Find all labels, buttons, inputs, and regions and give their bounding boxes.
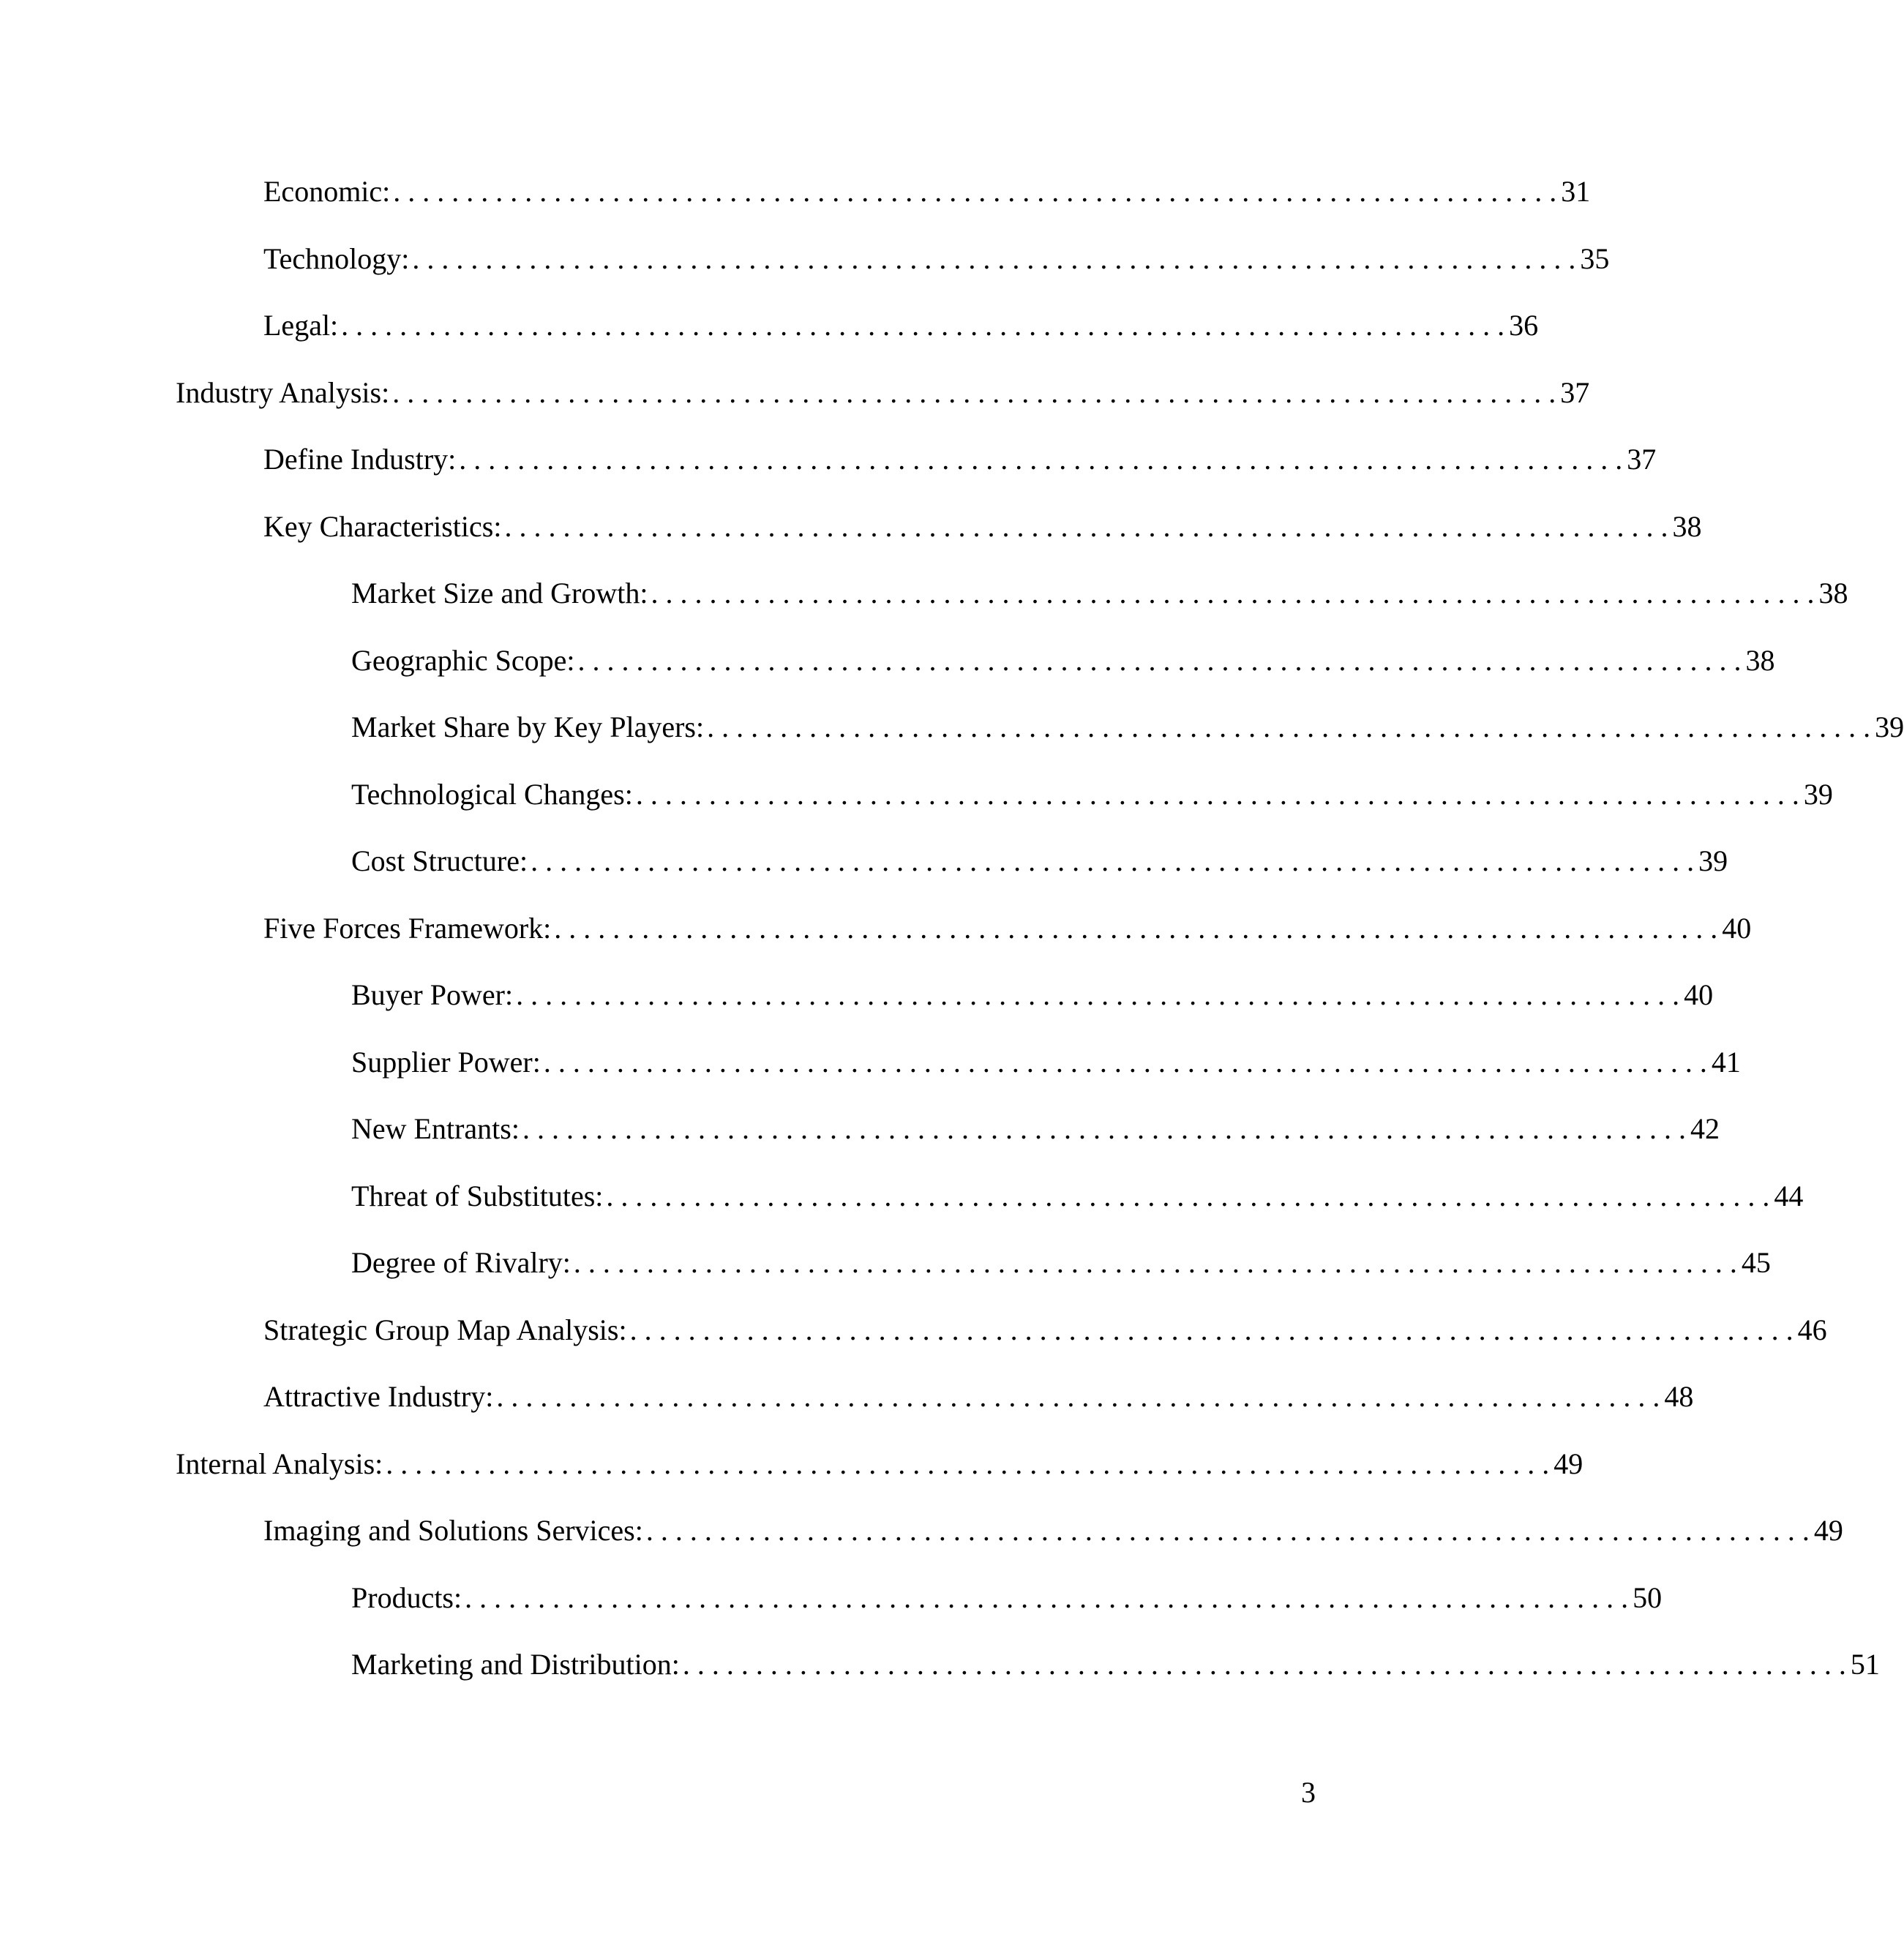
toc-entry-label: Buyer Power:	[351, 973, 516, 1017]
toc-entry-label: Market Size and Growth:	[351, 571, 651, 615]
toc-entry-label: Degree of Rivalry:	[351, 1241, 574, 1285]
toc-entry-page-number: 48	[1660, 1375, 1693, 1419]
toc-entry[interactable]	[351, 1107, 1720, 1151]
toc-entry[interactable]	[263, 304, 1539, 348]
toc-entry-page-number: 38	[1741, 639, 1774, 683]
toc-entry-label: Industry Analysis:	[176, 371, 392, 415]
toc-entry[interactable]	[263, 237, 1610, 281]
toc-entry-label: Cost Structure:	[351, 839, 531, 883]
toc-entry-label: Attractive Industry:	[263, 1375, 496, 1419]
toc-entry-page-number: 38	[1814, 571, 1848, 615]
toc-leader-dots: . . . . . . . . . . . . . . . . . . . . . . . . . . . . . . . . . . . . . . . . . . . . . . . . . . . . . . . . . . . . . . . . . . . . . . . . . . . . . . . .	[707, 710, 1871, 743]
toc-leader-dots: . . . . . . . . . . . . . . . . . . . . . . . . . . . . . . . . . . . . . . . . . . . . . . . . . . . . . . . . . . . . . . . . . . . . . . . . . . . . . . . .	[629, 1313, 1794, 1346]
toc-entry-page-number: 37	[1622, 438, 1656, 481]
toc-leader-dots: . . . . . . . . . . . . . . . . . . . . . . . . . . . . . . . . . . . . . . . . . . . . . . . . . . . . . . . . . . . . . . . . . . . . . . . . . . . . . . . .	[543, 1045, 1707, 1079]
toc-leader-dots: . . . . . . . . . . . . . . . . . . . . . . . . . . . . . . . . . . . . . . . . . . . . . . . . . . . . . . . . . . . . . . . . . . . . . . . . . . . . . . . .	[577, 643, 1742, 677]
toc-entry-page-number: 31	[1556, 170, 1590, 214]
toc-entry-label: Five Forces Framework:	[263, 907, 554, 950]
toc-entry-label: Technology:	[263, 237, 412, 281]
toc-entry[interactable]	[351, 1576, 1663, 1620]
toc-entry[interactable]	[351, 773, 1833, 817]
toc-entry-label: Geographic Scope:	[351, 639, 577, 683]
toc-entry-page-number: 49	[1810, 1509, 1843, 1553]
toc-entry-label: Imaging and Solutions Services:	[263, 1509, 646, 1553]
toc-entry[interactable]	[351, 705, 1904, 749]
toc-entry-page-number: 37	[1556, 371, 1589, 415]
toc-leader-dots: . . . . . . . . . . . . . . . . . . . . . . . . . . . . . . . . . . . . . . . . . . . . . . . . . . . . . . . . . . . . . . . . . . . . . . . . . . . . . . . .	[465, 1580, 1629, 1614]
toc-entry-label: Products:	[351, 1576, 465, 1620]
toc-leader-dots: . . . . . . . . . . . . . . . . . . . . . . . . . . . . . . . . . . . . . . . . . . . . . . . . . . . . . . . . . . . . . . . . . . . . . . . . . . . . . . . .	[504, 509, 1668, 543]
toc-leader-dots: . . . . . . . . . . . . . . . . . . . . . . . . . . . . . . . . . . . . . . . . . . . . . . . . . . . . . . . . . . . . . . . . . . . . . . . . . . . . . . . .	[496, 1380, 1660, 1413]
toc-entry[interactable]	[263, 1375, 1694, 1419]
page-number: 3	[1301, 1776, 1316, 1809]
toc-entry-page-number: 39	[1870, 705, 1904, 749]
toc-entry-page-number: 36	[1504, 304, 1538, 348]
toc-entry-label: Key Characteristics:	[263, 505, 504, 549]
toc-entry-page-number: 40	[1717, 907, 1751, 950]
toc-entry[interactable]	[263, 505, 1702, 549]
toc-entry-page-number: 39	[1799, 773, 1833, 817]
toc-entry[interactable]	[351, 1643, 1880, 1687]
toc-leader-dots: . . . . . . . . . . . . . . . . . . . . . . . . . . . . . . . . . . . . . . . . . . . . . . . . . . . . . . . . . . . . . . . . . . . . . . . . . . . . . . . .	[412, 241, 1576, 275]
toc-leader-dots: . . . . . . . . . . . . . . . . . . . . . . . . . . . . . . . . . . . . . . . . . . . . . . . . . . . . . . . . . . . . . . . . . . . . . . . . . . . . . . . .	[522, 1112, 1686, 1145]
toc-entry[interactable]	[176, 371, 1590, 415]
toc-entry-page-number: 49	[1549, 1442, 1583, 1486]
toc-leader-dots: . . . . . . . . . . . . . . . . . . . . . . . . . . . . . . . . . . . . . . . . . . . . . . . . . . . . . . . . . . . . . . . . . . . . . . . . . . . . . . . .	[459, 443, 1623, 476]
toc-leader-dots: . . . . . . . . . . . . . . . . . . . . . . . . . . . . . . . . . . . . . . . . . . . . . . . . . . . . . . . . . . . . . . . . . . . . . . . . . . . . . . . .	[645, 1514, 1810, 1547]
toc-entry-page-number: 38	[1668, 505, 1701, 549]
toc-entry-label: Market Share by Key Players:	[351, 705, 707, 749]
toc-entry[interactable]	[263, 907, 1752, 950]
toc-entry[interactable]	[351, 839, 1728, 883]
toc-entry-label: Technological Changes:	[351, 773, 636, 817]
toc-leader-dots: . . . . . . . . . . . . . . . . . . . . . . . . . . . . . . . . . . . . . . . . . . . . . . . . . . . . . . . . . . . . . . . . . . . . . . . . . . . . . . . .	[651, 577, 1815, 610]
toc-entry-page-number: 51	[1846, 1643, 1880, 1687]
toc-leader-dots: . . . . . . . . . . . . . . . . . . . . . . . . . . . . . . . . . . . . . . . . . . . . . . . . . . . . . . . . . . . . . . . . . . . . . . . . . . . . . . . .	[531, 844, 1695, 877]
toc-entry[interactable]	[351, 1174, 1804, 1218]
toc-leader-dots: . . . . . . . . . . . . . . . . . . . . . . . . . . . . . . . . . . . . . . . . . . . . . . . . . . . . . . . . . . . . . . . . . . . . . . . . . . . . . . . .	[516, 978, 1680, 1011]
toc-entry[interactable]	[263, 1308, 1827, 1352]
toc-leader-dots: . . . . . . . . . . . . . . . . . . . . . . . . . . . . . . . . . . . . . . . . . . . . . . . . . . . . . . . . . . . . . . . . . . . . . . . . . . . . . . . .	[393, 175, 1557, 208]
toc-entry-page-number: 35	[1575, 237, 1609, 281]
toc-leader-dots: . . . . . . . . . . . . . . . . . . . . . . . . . . . . . . . . . . . . . . . . . . . . . . . . . . . . . . . . . . . . . . . . . . . . . . . . . . . . . . . .	[573, 1246, 1737, 1279]
toc-entry-label: Internal Analysis:	[176, 1442, 386, 1486]
toc-entry-label: Strategic Group Map Analysis:	[263, 1308, 630, 1352]
toc-leader-dots: . . . . . . . . . . . . . . . . . . . . . . . . . . . . . . . . . . . . . . . . . . . . . . . . . . . . . . . . . . . . . . . . . . . . . . . . . . . . . . . .	[554, 911, 1718, 945]
toc-entry[interactable]	[351, 1241, 1771, 1285]
toc-entry-page-number: 39	[1694, 839, 1728, 883]
toc-entry[interactable]	[263, 438, 1657, 481]
toc-entry-label: Marketing and Distribution:	[351, 1643, 683, 1687]
toc-entry-page-number: 46	[1794, 1308, 1827, 1352]
toc-entry-page-number: 42	[1686, 1107, 1720, 1151]
toc-entry[interactable]	[176, 1442, 1583, 1486]
toc-leader-dots: . . . . . . . . . . . . . . . . . . . . . . . . . . . . . . . . . . . . . . . . . . . . . . . . . . . . . . . . . . . . . . . . . . . . . . . . . . . . . . . .	[341, 309, 1505, 342]
toc-entry[interactable]	[351, 639, 1775, 683]
toc-entry[interactable]	[351, 1040, 1741, 1084]
toc-entry-label: Threat of Substitutes:	[351, 1174, 606, 1218]
toc-entry-label: Supplier Power:	[351, 1040, 544, 1084]
toc-entry-page-number: 50	[1628, 1576, 1662, 1620]
toc-leader-dots: . . . . . . . . . . . . . . . . . . . . . . . . . . . . . . . . . . . . . . . . . . . . . . . . . . . . . . . . . . . . . . . . . . . . . . . . . . . . . . . .	[635, 777, 1799, 811]
toc-leader-dots: . . . . . . . . . . . . . . . . . . . . . . . . . . . . . . . . . . . . . . . . . . . . . . . . . . . . . . . . . . . . . . . . . . . . . . . . . . . . . . . .	[392, 375, 1556, 409]
toc-leader-dots: . . . . . . . . . . . . . . . . . . . . . . . . . . . . . . . . . . . . . . . . . . . . . . . . . . . . . . . . . . . . . . . . . . . . . . . . . . . . . . . .	[682, 1648, 1846, 1681]
toc-entry[interactable]	[263, 1509, 1843, 1553]
toc-entry-page-number: 45	[1737, 1241, 1771, 1285]
toc-entry[interactable]	[263, 170, 1591, 214]
toc-entry[interactable]	[351, 571, 1848, 615]
toc-entry[interactable]	[351, 973, 1714, 1017]
toc-leader-dots: . . . . . . . . . . . . . . . . . . . . . . . . . . . . . . . . . . . . . . . . . . . . . . . . . . . . . . . . . . . . . . . . . . . . . . . . . . . . . . . .	[606, 1179, 1770, 1212]
toc-entry-page-number: 44	[1769, 1174, 1803, 1218]
toc-entry-label: New Entrants:	[351, 1107, 522, 1151]
toc-entry-label: Define Industry:	[263, 438, 459, 481]
toc-entry-label: Legal:	[263, 304, 341, 348]
toc-leader-dots: . . . . . . . . . . . . . . . . . . . . . . . . . . . . . . . . . . . . . . . . . . . . . . . . . . . . . . . . . . . . . . . . . . . . . . . . . . . . . . . .	[386, 1447, 1550, 1480]
toc-entry-page-number: 40	[1679, 973, 1713, 1017]
toc-entry-label: Economic:	[263, 170, 393, 214]
toc-entry-page-number: 41	[1707, 1040, 1741, 1084]
